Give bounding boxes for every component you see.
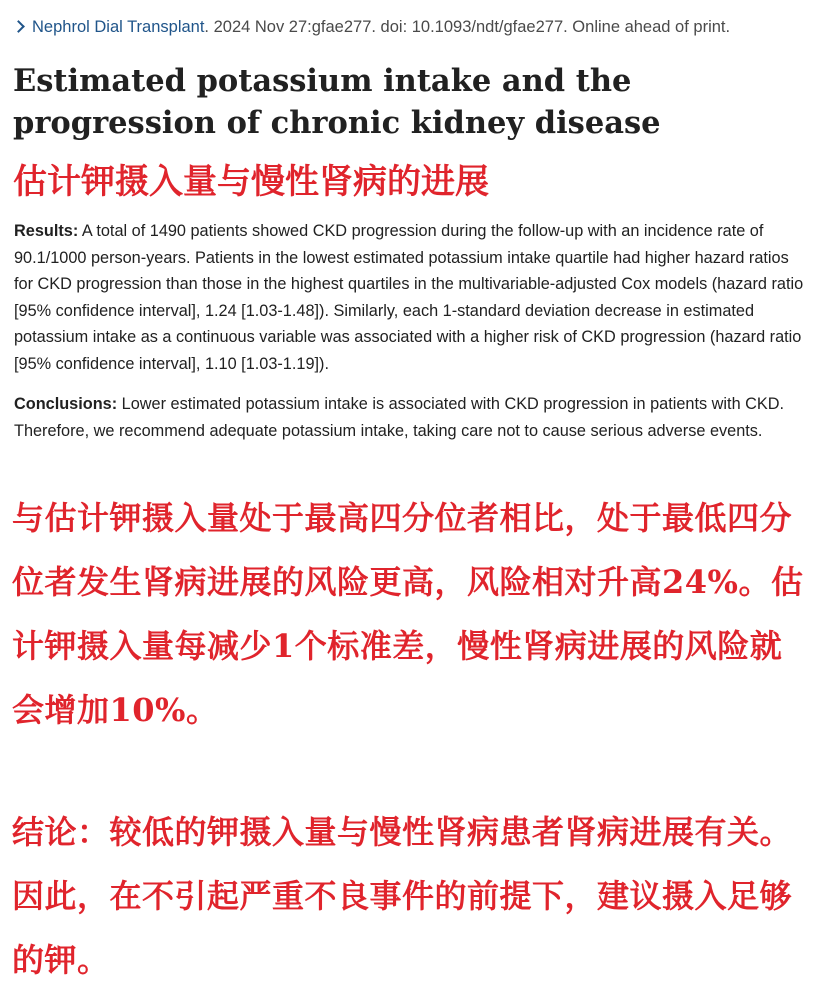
citation-line [14,16,804,38]
results-text: A total of 1490 patients showed CKD progression during the follow-up with an incidence rate of 90.1/1000 person-years. Patients in the lowest estimated potassium intake quartile had higher hazard ratios for CKD progression than those in the highest quartiles in the multivariable-adjusted Cox models (hazard ratio [95% confidence interval], 1.24 [1.03-1.48]). Similarly, each 1-standard deviation decrease in estimated potassium intake as a continuous variable was associated with a higher risk of CKD progression (hazard ratio [95% confidence interval], 1.10 [1.03-1.19]). [14,222,804,373]
conclusions-text: Lower estimated potassium intake is associated with CKD progression in patients with CKD. Therefore, we recommend adequate potassium intake, taking care not to cause serious adverse events. [14,395,785,440]
results-label: Results: [14,222,79,240]
conclusions-paragraph [14,391,809,444]
citation-details: . 2024 Nov 27:gfae277. doi: 10.1093/ndt/gfae277. Online ahead of print. [204,18,731,36]
article-title: Estimated potassium intake and the progression of chronic kidney disease [13,63,661,141]
chinese-conclusions-summary: 结论：较低的钾摄入量与慢性肾病患者肾病进展有关。因此，在不引起严重不良事件的前提下，建议摄入足够的钾。 [12,813,793,979]
chinese-results-summary: 与估计钾摄入量处于最高四分位者相比，处于最低四分位者发生肾病进展的风险更高，风险相对升高24%。估计钾摄入量每减少1个标准差，慢性肾病进展的风险就会增加10%。 [12,499,804,729]
results-paragraph [14,218,809,377]
chinese-title: 估计钾摄入量与慢性肾病的进展 [13,162,489,202]
journal-link[interactable]: Nephrol Dial Transplant [32,18,205,36]
conclusions-label: Conclusions: [14,395,118,413]
chevron-right-icon[interactable] [12,20,25,33]
